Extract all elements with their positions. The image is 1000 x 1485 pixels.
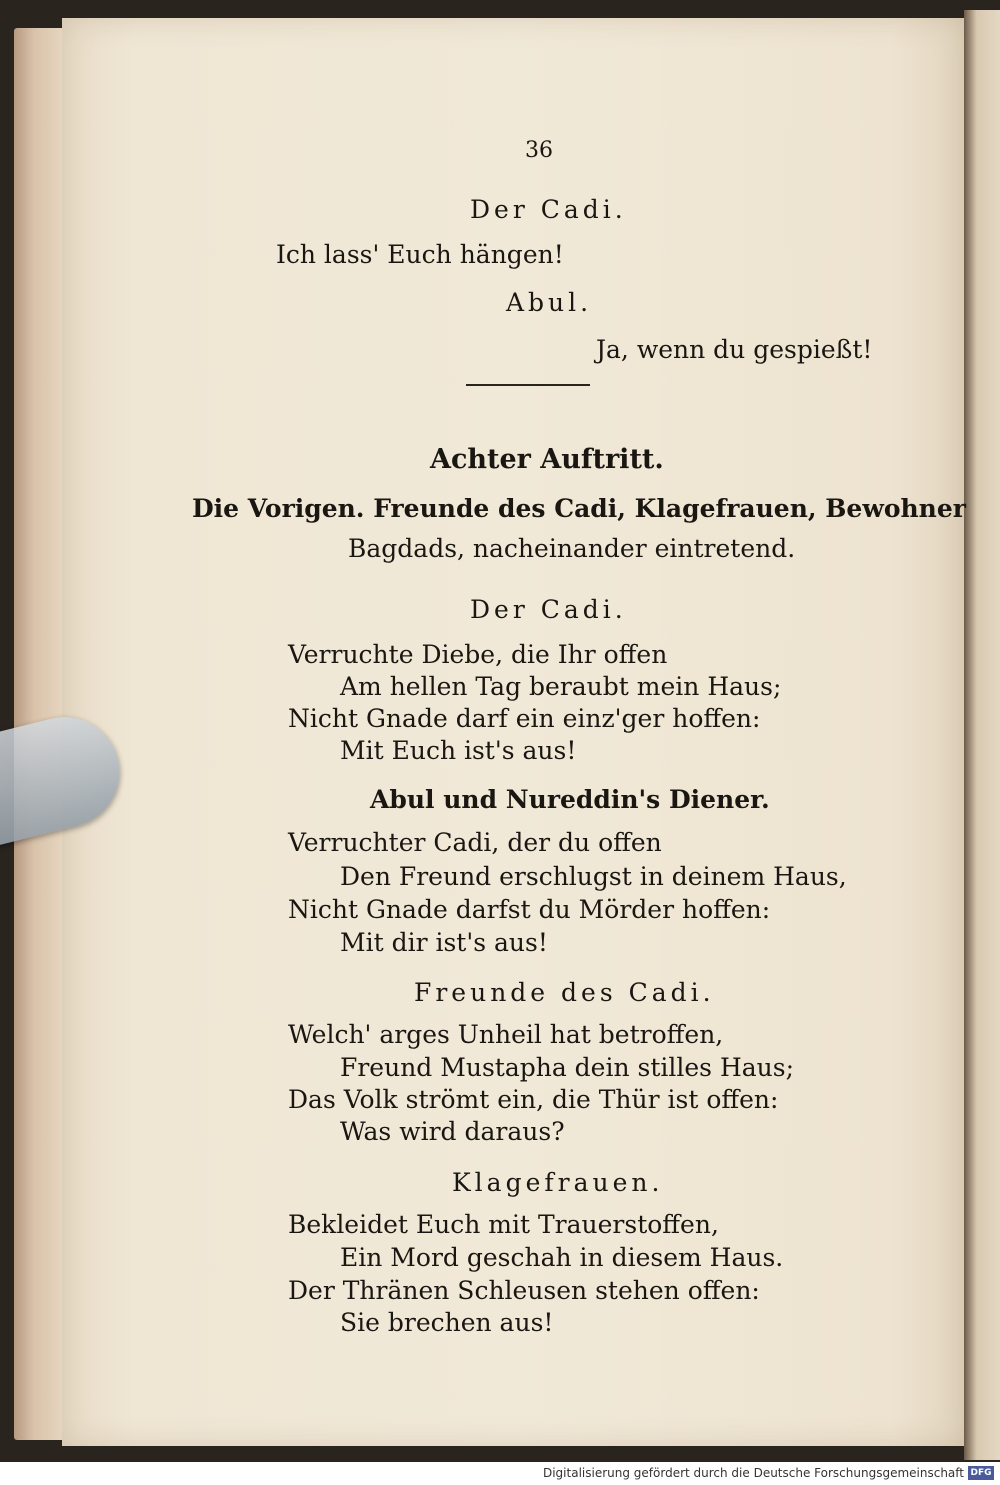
verse-line: Nicht Gnade darfst du Mörder hoffen:: [288, 895, 771, 924]
speaker-line: Der Cadi.: [470, 595, 627, 624]
page-number: 36: [525, 138, 553, 163]
verse-line: Mit Euch ist's aus!: [340, 736, 577, 765]
speaker-line: Klagefrauen.: [452, 1168, 664, 1197]
facing-page-edge: [964, 10, 1000, 1460]
scene-heading: Achter Auftritt.: [430, 444, 664, 475]
verse-line: Bekleidet Euch mit Trauerstoffen,: [288, 1210, 719, 1239]
verse-line: Den Freund erschlugst in deinem Haus,: [340, 862, 847, 891]
verse-line: Der Thränen Schleusen stehen offen:: [288, 1276, 760, 1305]
footer-bar: [0, 1462, 1000, 1485]
verse-line: Am hellen Tag beraubt mein Haus;: [340, 672, 782, 701]
verse-line: Ich lass' Euch hängen!: [276, 240, 564, 269]
verse-line: Sie brechen aus!: [340, 1308, 554, 1337]
verse-line: Verruchter Cadi, der du offen: [288, 828, 662, 857]
section-divider: [466, 384, 590, 386]
verse-line: Freund Mustapha dein stilles Haus;: [340, 1053, 795, 1082]
speaker-line: Der Cadi.: [470, 195, 627, 224]
speaker-line: Abul und Nureddin's Diener.: [370, 785, 770, 814]
speaker-line: Freunde des Cadi.: [414, 978, 715, 1007]
verse-line: Mit dir ist's aus!: [340, 928, 548, 957]
verse-line: Das Volk strömt ein, die Thür ist offen:: [288, 1085, 779, 1114]
footer-credit: Digitalisierung gefördert durch die Deutsche Forschungsgemeinschaft: [542, 1466, 964, 1480]
verse-line: Nicht Gnade darf ein einz'ger hoffen:: [288, 704, 761, 733]
cast-list-line: Bagdads, nacheinander eintretend.: [348, 534, 796, 563]
verse-line: Welch' arges Unheil hat betroffen,: [288, 1020, 724, 1049]
verse-line: Ein Mord geschah in diesem Haus.: [340, 1243, 784, 1272]
verse-line: Verruchte Diebe, die Ihr offen: [288, 640, 668, 669]
dfg-logo: DFG: [968, 1466, 994, 1480]
cast-list-line: Die Vorigen. Freunde des Cadi, Klagefrauen, Bewohner: [192, 494, 966, 523]
speaker-line: Abul.: [506, 288, 593, 317]
verse-line: Ja, wenn du gespießt!: [596, 335, 873, 364]
verse-line: Was wird daraus?: [340, 1117, 565, 1146]
